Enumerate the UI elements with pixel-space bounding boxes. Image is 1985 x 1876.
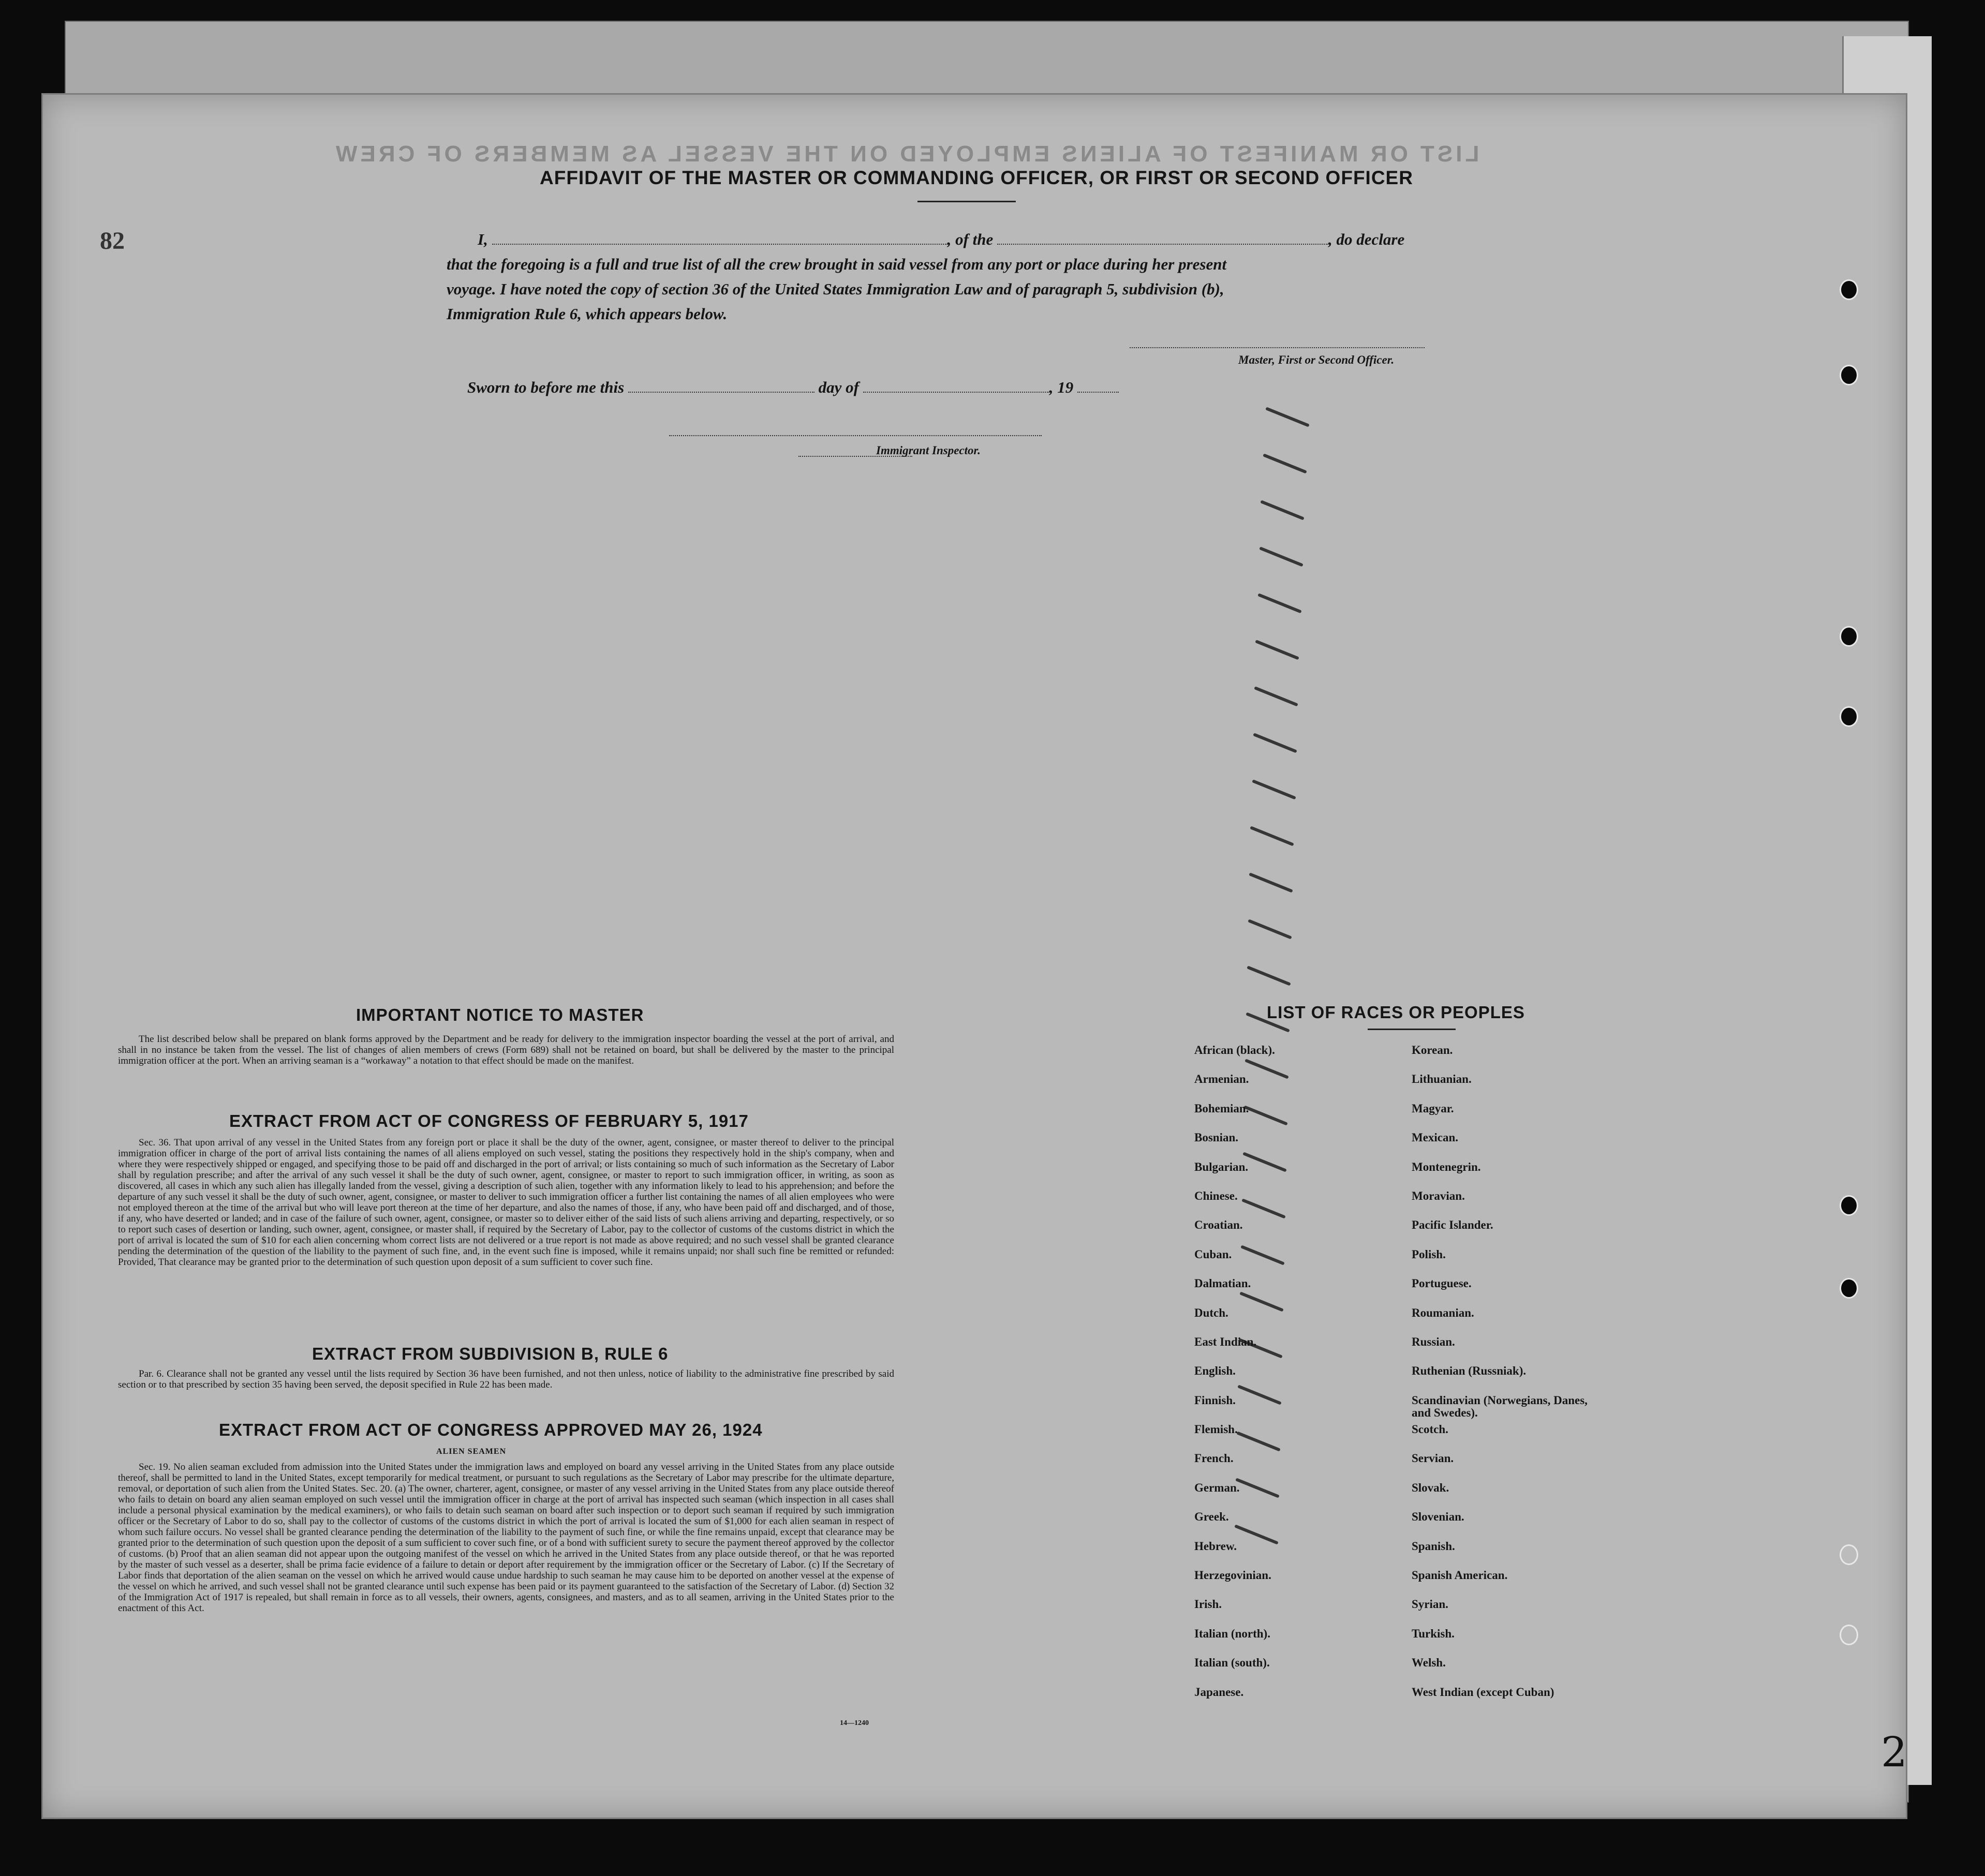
punch-hole [1840,1625,1858,1645]
race-item: Herzegovinian. [1194,1569,1271,1582]
race-item: West Indian (except Cuban) [1412,1685,1554,1699]
race-item: Welsh. [1412,1656,1446,1670]
race-item: Flemish. [1194,1423,1238,1436]
punch-hole [1840,1278,1858,1299]
notice-title: IMPORTANT NOTICE TO MASTER [356,1005,644,1024]
race-item: Syrian. [1412,1598,1448,1611]
extract-rule6-text: Par. 6. Clearance shall not be granted any vessel until the lists required by Section 36 have been furnished, and not then unless, notice of liability to the administrative fine prescribed by said section or to that prescribed by section 35 having been served, the deposit specified in Rule 22 has been made. [118,1368,894,1390]
race-item: Japanese. [1194,1685,1244,1699]
punch-hole [1840,1544,1858,1565]
race-item: Servian. [1412,1452,1454,1465]
race-item: Spanish American. [1412,1569,1508,1582]
races-title-rule [1368,1029,1456,1030]
affidavit-line2: that the foregoing is a full and true list of all the crew brought in said vessel from any port or place during her present [447,255,1227,273]
race-item: Chinese. [1194,1189,1238,1202]
day-of-label: day of [818,378,859,396]
race-item: Roumanian. [1412,1306,1474,1319]
race-item: Polish. [1412,1247,1446,1261]
year-label: , 19 [1049,378,1074,396]
race-item: Russian. [1412,1335,1455,1348]
race-item: Dutch. [1194,1306,1228,1319]
affidavit-line3: voyage. I have noted the copy of section 36 of the United States Immigration Law and of paragraph 5, subdivision (b), [447,280,1224,298]
extract-1917-title: EXTRACT FROM ACT OF CONGRESS OF FEBRUARY 5, 1917 [229,1111,749,1130]
race-item: Pacific Islander. [1412,1218,1493,1232]
race-item: Scandinavian (Norwegians, Danes, and Swedes). [1412,1393,1588,1419]
sworn-month-field[interactable] [863,392,1049,393]
manifest-page [41,93,1907,1819]
extract-rule6-title: EXTRACT FROM SUBDIVISION B, RULE 6 [312,1344,669,1363]
do-declare-label: , do declare [1328,230,1405,248]
races-right-column [1412,1044,1608,1715]
race-item: Spanish. [1412,1539,1455,1553]
name-field[interactable] [492,244,947,245]
stamp-number: 82 [100,227,125,255]
race-item: Finnish. [1194,1393,1236,1407]
punch-hole [1840,706,1858,727]
race-item: Scotch. [1412,1423,1448,1436]
race-item: Portuguese. [1412,1277,1472,1290]
inspector-label: Immigrant Inspector. [876,444,981,457]
race-item: English. [1194,1364,1236,1378]
sworn-line [467,378,1119,397]
affidavit-title: AFFIDAVIT OF THE MASTER OR COMMANDING OFFICER, OR FIRST OR SECOND OFFICER [540,167,1413,188]
punch-hole [1840,1195,1858,1216]
race-item: Slovak. [1412,1481,1449,1494]
race-item: French. [1194,1452,1234,1465]
inspector-signature-line[interactable] [669,435,1042,436]
race-item: Cuban. [1194,1247,1232,1261]
race-item: Bosnian. [1194,1131,1239,1144]
race-item: Irish. [1194,1598,1222,1611]
punch-hole [1840,279,1858,300]
race-item: Magyar. [1412,1101,1454,1115]
bleed-through-header: LIST OR MANIFEST OF ALIENS EMPLOYED ON THE VESSEL AS MEMBERS OF CREW [333,141,1479,167]
race-item: German. [1194,1481,1240,1494]
extract-1924-text: Sec. 19. No alien seaman excluded from admission into the United States under the immigration laws and employed on board any vessel arriving in the United States from any place outside thereof, shall be permitted to land in the United States, except temporarily for medical treatment, or pursuant to such regulations as the Secretary of Labor may prescribe for the ultimate departure, removal, or deportation of such alien from the United States. Sec. 20. (a) The owner, charterer, agent, consignee, or master of any vessel arriving in the United States from any place outside thereof who fails to detain on board any alien seaman employed on such vessel until the immigration officer in charge at the port of arrival has inspected such seaman (which inspection in all cases shall include a personal physical examination by the medical examiners), or who fails to detain such seaman on board after such inspection or to deport such seaman if required by such immigration officer or the Secretary of Labor to do so, shall pay to the collector of customs of the customs district in which the port of arrival is located the sum of $1,000 for each alien seaman in respect of whom such failure occurs. No vessel shall be granted clearance pending the determination of the liability to the payment of such fine, or while the fine remains unpaid, except that clearance may be granted prior to the determination of such question upon the deposit of a sum sufficient to cover such fine, or of a bond with sufficient surety to secure the payment thereof approved by the collector of customs. (b) Proof that an alien seaman did not appear upon the outgoing manifest of the vessel on which he arrived in the United States from any place outside thereof, or that he was reported by the master of such vessel as a deserter, shall be prima facie evidence of a failure to detain or deport after requirement by the immigration officer or the Secretary of Labor. (c) If the Secretary of Labor finds that deportation of the alien seaman on the vessel on which he arrived would cause undue hardship to such seaman he may cause him to be deported on another vessel at the expense of the vessel on which he arrived, and such vessel shall not be granted clearance until such expense has been paid or its payment guaranteed to the satisfaction of the Secretary of Labor. (d) Section 32 of the Immigration Act of 1917 is repealed, but shall remain in force as to all vessels, their owners, agents, consignees, and masters, and as to all seamen, arriving in the United States prior to the enactment of this Act. [118,1462,894,1614]
race-item: Italian (south). [1194,1656,1270,1670]
affidavit-line4: Immigration Rule 6, which appears below. [447,305,728,323]
punch-hole [1840,626,1858,647]
master-signature-label: Master, First or Second Officer. [1238,353,1395,366]
race-item: Korean. [1412,1044,1453,1056]
race-item: Montenegrin. [1412,1160,1481,1173]
race-item: Armenian. [1194,1073,1249,1086]
corner-page-mark: 2 [1881,1728,1907,1776]
race-item: East Indian. [1194,1335,1257,1348]
race-item: Bohemian. [1194,1101,1249,1115]
alien-seamen-subtitle: ALIEN SEAMEN [436,1447,507,1456]
race-item: Ruthenian (Russniak). [1412,1364,1527,1378]
race-item: Turkish. [1412,1627,1455,1640]
races-title: LIST OF RACES OR PEOPLES [1267,1003,1525,1022]
master-signature-line[interactable] [1130,347,1425,348]
race-item: Dalmatian. [1194,1277,1251,1290]
extract-1917-text: Sec. 36. That upon arrival of any vessel in the United States from any foreign port or place it shall be the duty of the owner, agent, consignee, or master thereof to deliver to the principal immigration officer in charge of the port of arrival lists containing the names of all aliens employed on such vessel, stating the positions they respectively hold in the ship's company, when and where they were respectively shipped or engaged, and specifying those to be paid off and discharged in the port of arrival; or lists containing so much of such information as the Secretary of Labor shall by regulation prescribe; and after the arrival of any such vessel it shall be the duty of such owner, agent, consignee, or master to report to such immigration officer, in writing, as soon as discovered, all cases in which any such alien has illegally landed from the vessel, giving a description of such alien, together with any information likely to lead to his apprehension; and before the departure of any such vessel it shall be the duty of such owner, agent, consignee, or master to deliver to such immigration officer a further list containing the names of all alien employees who were not employed thereon at the time of the arrival but who will leave port thereon at the time of her departure, and also the names of those, if any, who have been paid off and discharged, and of those, if any, who have deserted or landed; and in case of the failure of such owner, agent, consignee, or master so to deliver either of the said lists of such aliens arriving and departing, respectively, or so to report such cases of desertion or landing, such owner, agent, consignee, or master shall, if required by the Secretary of Labor, pay to the collector of customs of the customs district in which the port of arrival is located the sum of $10 for each alien concerning whom correct lists are not delivered or a true report is not made as above required; and no such vessel shall be granted clearance pending the determination of the question of the liability to the payment of such fine, and, in the event such fine is imposed, while it remains unpaid; nor shall such fine be remitted or refunded: Provided, That clearance may be granted prior to the determination of such question upon deposit of a sum sufficient to cover such fine. [118,1137,894,1268]
form-number: 14—1240 [840,1719,869,1727]
race-item: Lithuanian. [1412,1073,1472,1086]
sworn-day-field[interactable] [628,392,814,393]
races-left-column [1194,1044,1275,1715]
vessel-field[interactable] [997,244,1328,245]
race-item: Slovenian. [1412,1510,1464,1524]
sworn-year-field[interactable] [1077,392,1119,393]
race-item: Mexican. [1412,1131,1459,1144]
of-the-label: , of the [947,230,994,248]
notice-text: The list described below shall be prepared on blank forms approved by the Department and be ready for delivery to the immigration inspector boarding the vessel at the port of arrival, and shall in no instance be taken from the vessel. The list of changes of alien members of crews (Form 689) shall not be retained on board, but shall be delivered by the master to the principal immigration officer at the port. When an arriving seaman is a “workaway” a notation to that effect should be made on the manifest. [118,1034,894,1066]
race-item: Bulgarian. [1194,1160,1249,1173]
race-item: African (black). [1194,1044,1275,1056]
punch-hole [1840,365,1858,385]
sworn-label: Sworn to before me this [467,378,625,396]
i-label: I, [478,230,488,248]
affidavit-line1 [478,230,1404,249]
title-rule [917,201,1016,202]
race-item: Hebrew. [1194,1539,1237,1553]
race-item: Moravian. [1412,1189,1465,1202]
race-item: Greek. [1194,1510,1229,1524]
race-item: Croatian. [1194,1218,1243,1232]
race-item: Italian (north). [1194,1627,1270,1640]
extract-1924-title: EXTRACT FROM ACT OF CONGRESS APPROVED MAY 26, 1924 [219,1420,763,1439]
